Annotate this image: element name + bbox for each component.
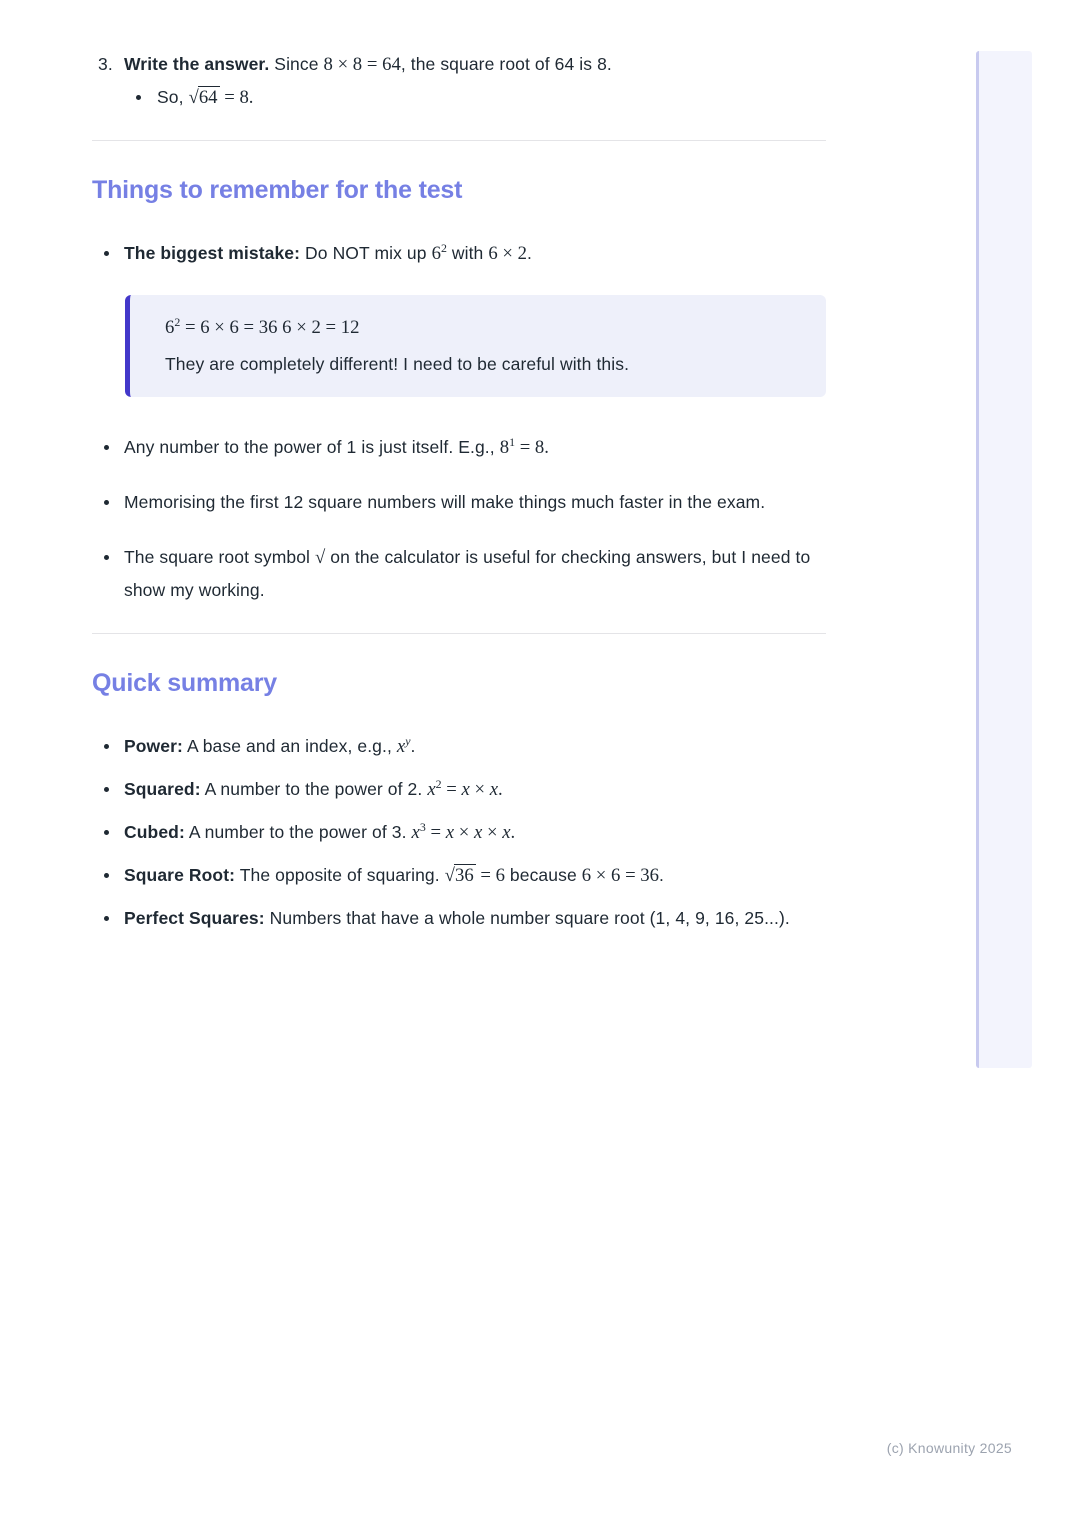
bullet-marker (92, 902, 124, 935)
math-segment: 6 × 6 = 36 (581, 865, 660, 886)
document-content (92, 48, 826, 935)
math-segment: 6 (431, 243, 441, 264)
text-segment: The square root symbol (124, 547, 315, 567)
math-segment: 8 × 8 = 64 (323, 54, 401, 75)
list-item-text (124, 902, 826, 935)
superscript: 2 (435, 777, 442, 792)
bold-text-segment: Square Root: (124, 865, 236, 885)
radicand: 36 (454, 865, 474, 886)
radical-sign: √ (444, 865, 455, 886)
callout-box (125, 295, 826, 397)
section-heading: Quick summary (92, 669, 277, 697)
numbered-list-item (92, 48, 826, 81)
bullet-item (92, 730, 826, 763)
math-segment: 6 (165, 317, 175, 338)
text-segment: . (526, 243, 532, 263)
math-segment: 6 × 2 (488, 243, 527, 264)
bold-text-segment: Write the answer. (124, 54, 270, 74)
list-item-text (124, 486, 826, 519)
list-item-text (124, 48, 826, 81)
bullet-dot-icon (104, 830, 109, 835)
page-edge-strip (976, 51, 1032, 1068)
list-number: 3. (98, 54, 113, 74)
bullet-dot-icon (104, 251, 109, 256)
bullet-dot-icon (104, 873, 109, 878)
bold-text-segment: Cubed: (124, 822, 185, 842)
bold-text-segment: Squared: (124, 779, 201, 799)
math-segment: . (510, 822, 516, 843)
bullet-marker (92, 237, 124, 270)
copyright-footer: (c) Knowunity 2025 (886, 1440, 1012, 1456)
math-segment: . (498, 779, 503, 800)
superscript: y (405, 734, 411, 749)
math-segment: = (425, 822, 446, 843)
math-segment: × (482, 822, 503, 843)
bullet-marker (92, 486, 124, 519)
bullet-marker (92, 730, 124, 763)
list-item-text (124, 431, 826, 464)
math-segment: x (411, 822, 420, 843)
math-segment: √ (315, 547, 326, 568)
bullet-marker (92, 541, 124, 574)
bullet-item (92, 902, 826, 935)
math-segment: = 8. (515, 437, 549, 458)
math-segment: = 8. (219, 87, 254, 108)
bullet-dot-icon (104, 916, 109, 921)
bullet-item (92, 816, 826, 849)
bullet-item (92, 541, 826, 607)
bullet-item (92, 431, 826, 464)
callout-line (165, 309, 802, 346)
text-segment: Do NOT mix up (300, 243, 432, 263)
bullet-marker (92, 816, 124, 849)
list-item-text (124, 237, 826, 270)
bullet-dot-icon (104, 744, 109, 749)
list-item-text (124, 859, 826, 892)
math-segment: × (454, 822, 474, 843)
text-segment: . (659, 865, 664, 885)
bullet-marker (92, 431, 124, 464)
bullet-marker (92, 773, 124, 806)
sqrt-expression (189, 87, 220, 108)
text-segment: because (504, 865, 582, 885)
list-item-text (124, 816, 826, 849)
text-segment: Since (269, 54, 324, 74)
math-segment: = 6 (475, 865, 505, 886)
math-segment: = (441, 779, 462, 800)
bullet-marker (92, 81, 157, 114)
bold-text-segment: Power: (124, 736, 183, 756)
text-segment: So, (157, 87, 189, 107)
list-item-text (124, 541, 826, 607)
bullet-dot-icon (104, 445, 109, 450)
text-segment: , the square root of 64 is 8. (400, 54, 612, 74)
math-segment: x (502, 822, 511, 843)
math-segment: = 6 × 6 = 36 6 × 2 = 12 (180, 317, 360, 338)
list-item-text (124, 773, 826, 806)
superscript: 2 (440, 241, 447, 256)
list-item-text (124, 730, 826, 763)
superscript: 2 (174, 315, 181, 330)
bullet-marker (92, 859, 124, 892)
text-segment: Any number to the power of 1 is just itself. E.g., (124, 437, 500, 457)
text-segment: Numbers that have a whole number square root (1, 4, 9, 16, 25...). (264, 908, 790, 928)
sub-bullet-item (92, 81, 826, 114)
superscript: 3 (419, 820, 426, 835)
bullet-item (92, 486, 826, 519)
radical-sign: √ (188, 87, 199, 108)
sqrt-expression (445, 865, 476, 886)
math-segment: x (473, 822, 483, 843)
text-segment: . (410, 736, 416, 756)
bullet-dot-icon (104, 500, 109, 505)
section-divider (92, 633, 826, 634)
bullet-item (92, 859, 826, 892)
list-item-text (157, 81, 826, 114)
section-heading: Things to remember for the test (92, 176, 463, 204)
radicand: 64 (198, 87, 218, 108)
superscript: 1 (509, 435, 516, 450)
text-segment: with (446, 243, 489, 263)
bullet-dot-icon (104, 555, 109, 560)
math-segment: × (469, 779, 490, 800)
text-segment: A number to the power of 2. (200, 779, 428, 799)
math-segment: x (396, 736, 406, 757)
bullet-dot-icon (104, 787, 109, 792)
text-segment: Memorising the first 12 square numbers will make things much faster in the exam. (124, 492, 766, 512)
bullet-item (92, 237, 826, 270)
section-divider (92, 140, 826, 141)
bold-text-segment: The biggest mistake: (124, 243, 301, 263)
bold-text-segment: Perfect Squares: (124, 908, 265, 928)
text-segment: They are completely different! I need to be careful with this. (165, 354, 630, 374)
math-segment: 8 (499, 437, 510, 458)
text-segment: A base and an index, e.g., (182, 736, 397, 756)
math-segment: x (489, 779, 499, 800)
math-segment: x (427, 779, 436, 800)
callout-line (165, 346, 802, 383)
text-segment: A number to the power of 3. (184, 822, 412, 842)
text-segment: on the calculator is useful for checking answers, but I need to show my working. (124, 547, 811, 600)
math-segment: x (461, 779, 470, 800)
math-segment: x (445, 822, 455, 843)
bullet-dot-icon (136, 95, 141, 100)
bullet-item (92, 773, 826, 806)
text-segment: The opposite of squaring. (235, 865, 445, 885)
